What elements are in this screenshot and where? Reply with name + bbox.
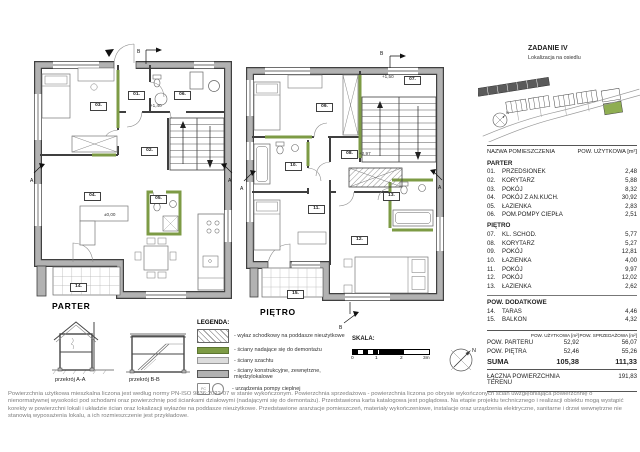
green-wall-symbol [197, 347, 229, 354]
structural-wall-symbol [197, 370, 229, 378]
desk [288, 75, 322, 88]
nightstand [344, 285, 352, 293]
summary-total-row: SUMA 105,38 111,33 [487, 358, 637, 370]
room-tag-07: 07. [404, 76, 421, 85]
summary-row: POW. PIĘTRA 52,46 55,26 [487, 347, 637, 355]
sofa-chaise [80, 221, 95, 245]
table-row: 07. KL. SCHOD. 5,77 [487, 231, 637, 239]
site-compass [493, 110, 509, 127]
table-row: 01. PRZEDSIONEK 2,48 [487, 168, 637, 176]
room-tag-03: 03. [90, 102, 107, 111]
table-row: 13. ŁAZIENKA 2,62 [487, 282, 637, 290]
room-tag-05: 05. [150, 195, 167, 204]
disclaimer-text: Powierzchnia użytkowa mieszkalna liczona jest według normy PN-ISO 9836:2022-07 w stanie wykończonym. Powierzchnia sprzedażowa - powierzchnia liczona po obrysie wykończonych ścian uwzględniająca powierzchnię o nienormatywnej wysokości pod schodami oraz powierzchnię pod ściankami działowymi (nadającymi się do demontażu). Przedstawiona karta katalogowa jest poglądowa. Na etapie projektu technicznego i realizacji obiektu mogą wystąpić korekty w powierzchni lokali i układzie ścian oraz lokalizacji wyłazów na poddasze nieużytkowe. Przedstawione aranżacje pomieszczeń, materiały wykończeniowe, instalacje oraz urządzenia elektryczne, sanitarne i drzwi wewnętrzne nie stanowią wyposażenia lokalu, a ich rozmieszczenie jest przykładowe. [8, 391, 624, 420]
heat-pump-symbol: PC [197, 383, 227, 395]
level-marker: ±0,00 [104, 212, 116, 217]
room-tag-10: 10. [285, 162, 302, 171]
legend-item: - ściany nadające się do demontażu [197, 347, 349, 354]
table-row: 12. POKÓJ 12,02 [487, 274, 637, 282]
section-a-label: A [240, 186, 244, 192]
terrain-row: ŁĄCZNA POWIERZCHNIA TERENU 191,83 [487, 374, 637, 392]
room-table [487, 145, 637, 323]
summary-col1-header: POW. UŻYTKOWA [m²] [530, 333, 579, 338]
header-name: NAZWA POMIESZCZENIA [487, 149, 556, 155]
site-plan [478, 58, 640, 142]
entrance-arrow [105, 49, 114, 57]
section-b-label: B [137, 49, 141, 55]
room-tag-11: 11. [308, 205, 325, 214]
building-blocks [506, 84, 623, 129]
hatch-symbol [197, 329, 229, 343]
section-a-drawing [48, 318, 118, 376]
room-tag-08: 08. [341, 150, 358, 159]
room-table-header [487, 145, 637, 156]
table-row: 03. POKÓJ 8,32 [487, 185, 637, 193]
level-marker: +2,97 [359, 151, 371, 156]
scale-graphic [352, 349, 430, 355]
north-label: N [472, 348, 476, 354]
room-tag-15: 15. [287, 290, 304, 299]
legend-item: - ściany konstrukcyjne, zewnętrzne, międzylokalowe [197, 368, 349, 380]
desk [78, 68, 114, 81]
stairs [362, 97, 436, 162]
table-row: 04. POKÓJ Z AN.KUCH. 30,92 [487, 194, 637, 202]
table-row: 08. KORYTARZ 5,27 [487, 239, 637, 247]
site-subtitle: Lokalizacja na osiedlu [528, 55, 581, 61]
scale-label: SKALA: [352, 336, 375, 342]
section-b-label: B [339, 325, 343, 330]
floor-plan-pietro [240, 42, 445, 330]
section-a-label: A [228, 178, 232, 184]
plan-label-pietro: PIĘTRO [260, 307, 296, 317]
room-tag-12: 12. [351, 236, 368, 245]
summary-header [487, 330, 637, 338]
bed [254, 82, 280, 130]
floor-plan-parter [28, 42, 238, 310]
legend-title: LEGENDA: [197, 319, 230, 326]
group-title-pietro: PIĘTRO [487, 222, 511, 230]
section-b-label: B [380, 51, 384, 57]
table-row: 14. TARAS 4,46 [487, 307, 637, 315]
table-row: 02. KORYTARZ 5,88 [487, 176, 637, 184]
room-tag-02: 02. [141, 147, 158, 156]
dining-table [144, 246, 168, 270]
table-row: 06. POM.POMPY CIEPŁA 2,51 [487, 211, 637, 219]
bed [355, 257, 428, 293]
group-title-parter: PARTER [487, 159, 513, 167]
group-title-dodatkowe: POW. DODATKOWE [487, 295, 637, 306]
legend-item: - wyłaz schodkowy na poddasze nieużytkowe [197, 329, 349, 343]
summary-table [487, 330, 637, 392]
scale-bar [352, 336, 436, 363]
scale-ticks: 0 1 2 3m [351, 356, 430, 361]
summary-col2-header: POW. SPRZEDAŻOWA [m²] [579, 333, 637, 338]
table-row: 09. POKÓJ 12,81 [487, 248, 637, 256]
attic-hatch [349, 168, 402, 187]
legend-item: - ściany szachtu [197, 357, 349, 364]
table-row: 05. ŁAZIENKA 2,83 [487, 202, 637, 210]
room-tag-14: 14. [70, 283, 87, 292]
room-tag-01: 01. [128, 91, 145, 100]
level-marker: +1,50 [382, 74, 394, 79]
stairs [170, 118, 224, 170]
legend-item: PC - urządzenia pompy cieplnej [197, 383, 349, 395]
kitchen-counter [198, 214, 224, 290]
section-a-label: A [30, 178, 34, 184]
table-row: 11. POKÓJ 9,97 [487, 265, 637, 273]
room-tag-13: 13. [383, 192, 400, 201]
highlighted-building [603, 101, 622, 115]
bed [42, 74, 70, 118]
level-marker: +1,40 [150, 103, 162, 108]
site-title: ZADANIE IV [528, 45, 568, 52]
nightstand [344, 259, 352, 267]
plan-label-parter: PARTER [52, 301, 91, 311]
bedroom-12-furniture [344, 257, 428, 293]
table-row: 15. BALKON 4,32 [487, 316, 637, 324]
building-row [478, 77, 550, 96]
section-b-drawing [122, 326, 194, 378]
section-a-label: A [438, 185, 442, 191]
summary-row: POW. PARTERU 52,92 56,07 [487, 339, 637, 347]
section-a-caption: przekrój A-A [55, 377, 86, 383]
room-tag-09: 09. [316, 103, 333, 112]
room-tag-06: 06. [174, 91, 191, 100]
compass [444, 342, 480, 378]
table-row: 10. ŁAZIENKA 4,00 [487, 256, 637, 264]
north-label: N [506, 110, 509, 115]
room-tag-04: 04. [84, 192, 101, 201]
legend [197, 319, 349, 395]
bed [254, 200, 280, 250]
shaft-wall-symbol [197, 357, 229, 364]
header-area: POW. UŻYTKOWA [m²] [577, 149, 637, 155]
desk [298, 232, 326, 244]
section-b-caption: przekrój B-B [129, 377, 160, 383]
